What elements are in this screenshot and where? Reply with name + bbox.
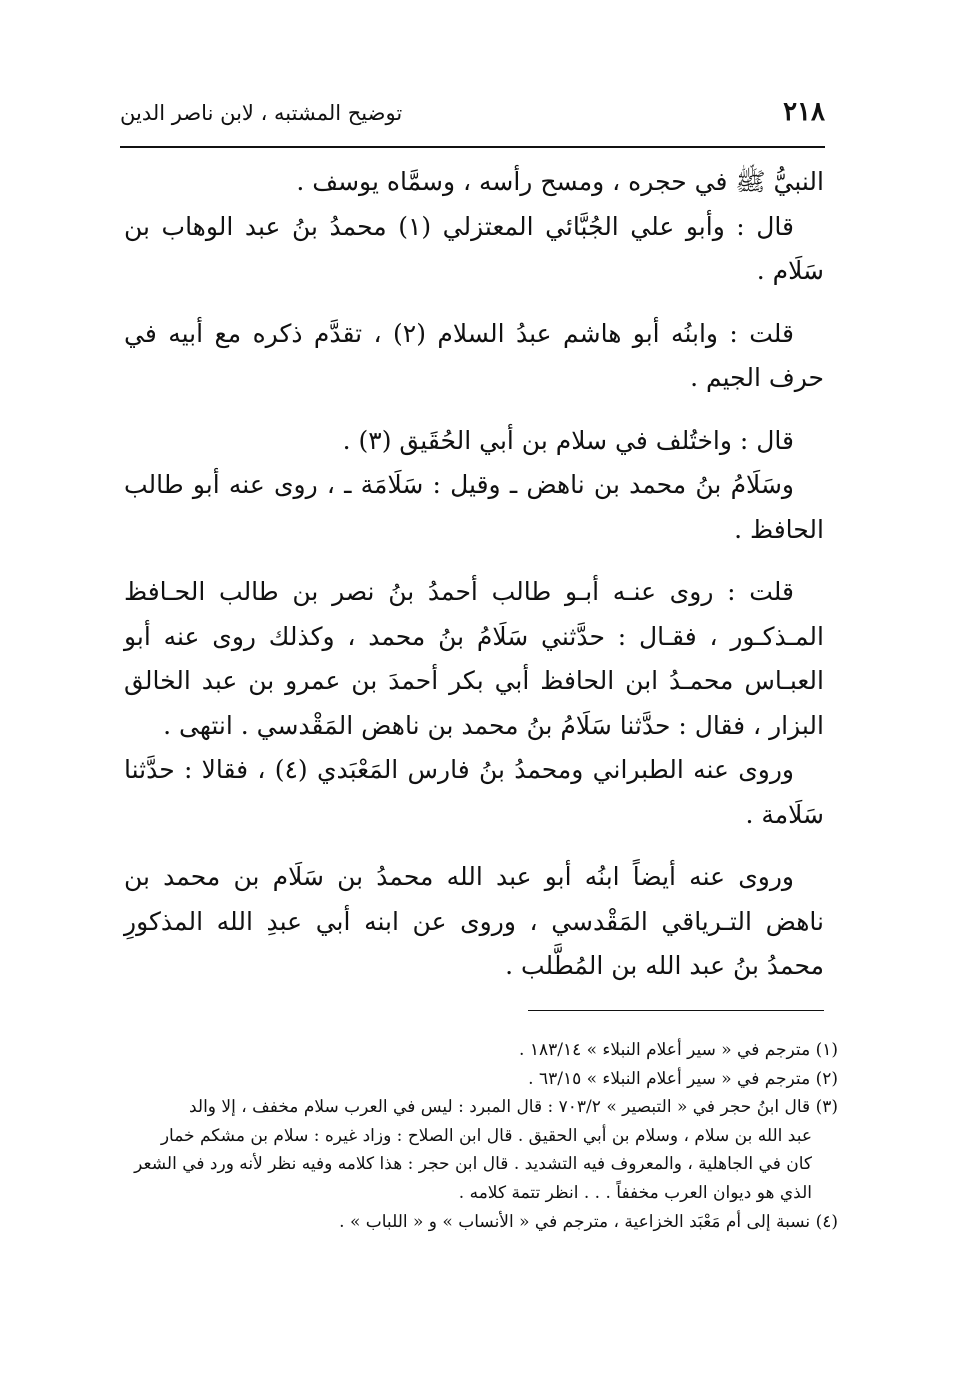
footnote-3-line-3: كان في الجاهلية ، والمعروف فيه التشديد . قال ابن حجر : هذا كلامه وفيه نظر لأنه ورد في الشعر <box>134 1154 812 1175</box>
footnote-4: (٤) نسبة إلى أم مَعْبَد الخزاعية ، مترجم في « الأنساب » و « اللباب » . <box>339 1211 838 1232</box>
paragraph-2: قال : وأبو علي الجُبَّائي المعتزلي (١) محمدُ بنُ عبد الوهاب بن سَلَام . <box>124 211 824 285</box>
paragraph-8: وروى عنه أيضاً ابنُه أبو عبد الله محمدُ بن سَلَام بن محمد بن ناهض التـرياقي المَقْدسي ، وروى عن ابنه أبي عبدِ الله المذكورِ محمدُ بنُ عبد الله بن المُطَّلب . <box>124 862 824 980</box>
footnote-2: (٢) مترجم في « سير أعلام النبلاء » ٦٣/١٥ . <box>528 1068 838 1089</box>
footnotes <box>124 1036 838 1236</box>
paragraph-3: قلت : وابنُه أبو هاشم عبدُ السلام (٢) ، تقدَّم ذكره مع أبيه في حرف الجيم . <box>124 318 824 392</box>
paragraph-7: وروى عنه الطبراني ومحمدُ بنُ فارس المَعْبَدي (٤) ، فقالا : حدَّثنا سَلَامة . <box>124 755 824 829</box>
footnote-3-line-1: (٣) قال ابنُ حجر في « التبصير » ٧٠٣/٢ : قال المبرد : ليس في العرب سلام مخفف ، إلا والد <box>188 1097 838 1118</box>
footnote-1: (١) مترجم في « سير أعلام النبلاء » ١٨٣/١٤ . <box>519 1040 838 1060</box>
page-header <box>120 95 825 145</box>
running-title: توضيح المشتبه ، لابن ناصر الدين <box>120 101 403 125</box>
paragraph-1: النبيُّ ﷺ في حجره ، ومسح رأسه ، وسمَّاه يوسف . <box>296 167 824 196</box>
footnote-3-line-2: عبد الله بن سلام ، وسلام بن أبي الحقيق . قال ابن الصلاح : وزاد غيره : سلام بن مشكم خمار <box>160 1125 812 1146</box>
footnote-divider <box>528 1010 824 1011</box>
footnote-3-line-4: الذي هو ديوان العرب مخففاً . . . انظر تتمة كلامه . <box>458 1182 812 1203</box>
paragraph-5: وسَلَامُ بنُ محمد بن ناهض ـ وقيل : سَلَامَة ـ ، روى عنه أبو طالب الحافظ . <box>124 470 824 544</box>
paragraph-6: قلت : روى عنـه أبـو طالب أحمدُ بنُ نصر بن طالب الحـافظ المـذكـور ، فقـال : حدَّثني سَلَامُ بنُ محمد ، وكذلك روى عنه أبو العبـاس محمـدُ ابن الحافظ أبي بكر أحمدَ بن عمرو بن عبد الخالق البزار ، فقال : حدَّثنا سَلَامُ بنُ محمد بن ناهض المَقْدسي . انتهى . <box>124 577 824 740</box>
paragraph-4: قال : واختُلف في سلام بن أبي الحُقَيق (٣) . <box>342 425 794 455</box>
page-number: ٢١٨ <box>783 97 825 127</box>
header-divider <box>120 146 825 148</box>
main-text <box>124 160 824 989</box>
